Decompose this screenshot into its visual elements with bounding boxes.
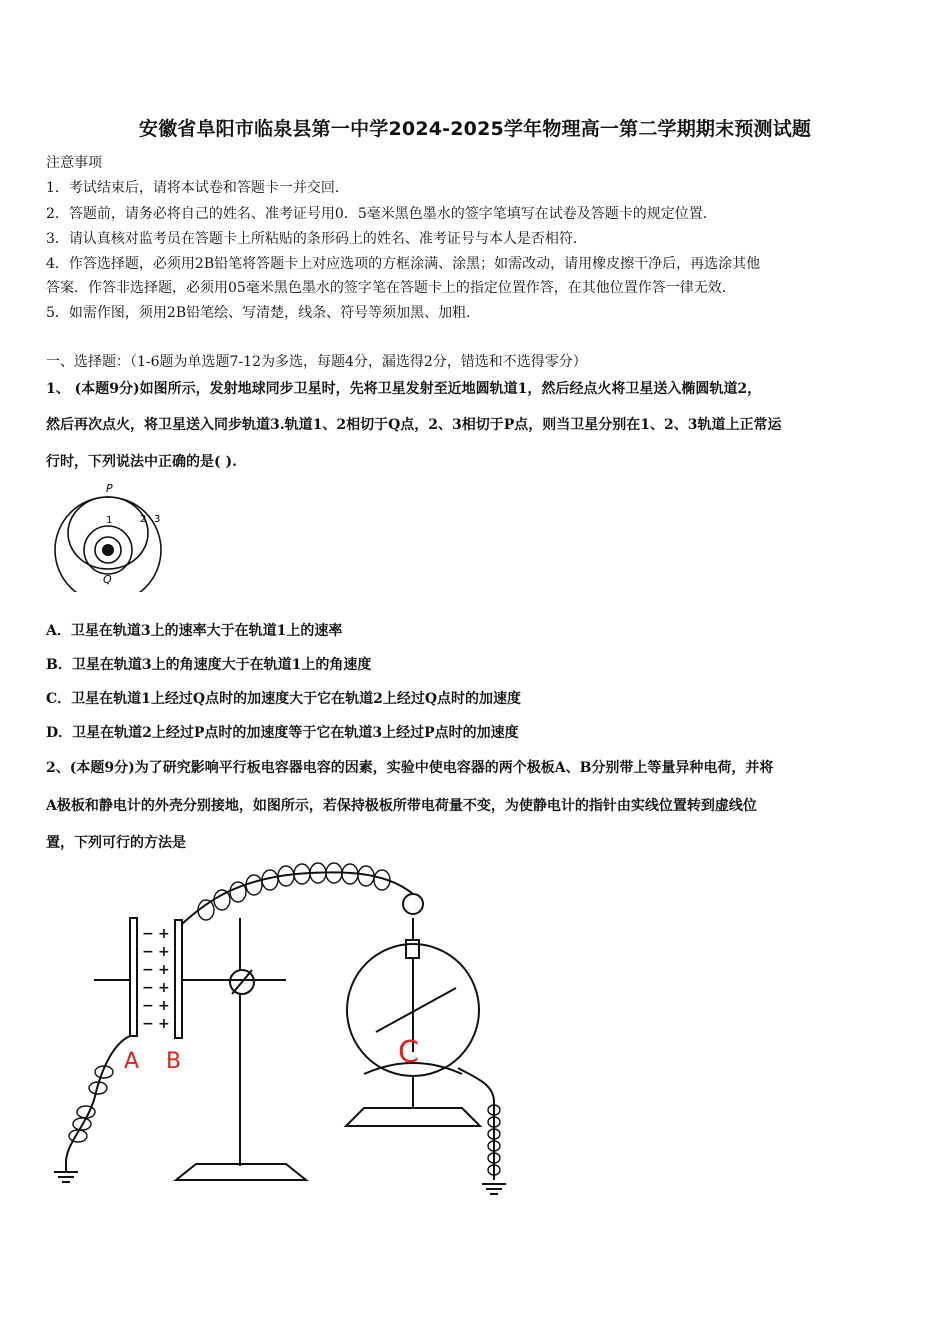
orbit-figure <box>46 480 176 592</box>
charge-minus-2: − <box>142 944 154 960</box>
q2-line-3: 置，下列可行的方法是 <box>46 835 186 851</box>
orbit-2 <box>68 497 148 569</box>
charge-plus-6: + <box>158 1016 170 1032</box>
connecting-wire <box>182 872 413 924</box>
charge-minus-1: − <box>142 926 154 942</box>
electrometer-insulator <box>406 940 419 958</box>
notice-heading: 注意事项 <box>46 155 102 171</box>
orbit-label-1: 1 <box>106 515 113 526</box>
plate-b <box>175 920 182 1038</box>
charge-plus-3: + <box>158 962 170 978</box>
clamp-knob <box>232 970 252 994</box>
charge-plus-2: + <box>158 944 170 960</box>
notice-item-4: 4．作答选择题，必须用2B铅笔将答题卡上对应选项的方框涂满、涂黑；如需改动，请用橡皮擦干净后，再选涂其他 <box>46 256 761 272</box>
label-b: B <box>166 1049 182 1074</box>
q1-option-a[interactable]: A．卫星在轨道3上的速率大于在轨道1上的速率 <box>46 623 343 639</box>
charge-plus-1: + <box>158 926 170 942</box>
q1-line-2: 然后再次点火，将卫星送入同步轨道3.轨道1、2相切于Q点，2、3相切于P点，则当卫星分别在1、2、3轨道上正常运 <box>46 417 782 433</box>
label-c: C <box>398 1035 419 1070</box>
capacitor-figure <box>46 862 526 1207</box>
q1-line-1: 1、 (本题9分)如图所示，发射地球同步卫星时，先将卫星发射至近地圆轨道1，然后经点火将卫星送入椭圆轨道2， <box>46 381 762 397</box>
earth-core <box>102 544 114 556</box>
page-title: 安徽省阜阳市临泉县第一中学2024-2025学年物理高一第二学期期末预测试题 <box>138 118 812 140</box>
orbit-label-3: 3 <box>154 514 161 525</box>
charge-minus-6: − <box>142 1016 154 1032</box>
q1-option-b[interactable]: B．卫星在轨道3上的角速度大于在轨道1上的角速度 <box>46 657 372 673</box>
charge-minus-5: − <box>142 998 154 1014</box>
q2-line-2: A极板和静电计的外壳分别接地，如图所示，若保持极板所带电荷量不变，为使静电计的指针由实线位置转到虚线位 <box>46 798 757 814</box>
ground-wire-a <box>66 1036 130 1162</box>
orbit-label-2: 2 <box>140 514 147 525</box>
point-p: P <box>106 482 113 495</box>
notice-item-2: 2．答题前，请务必将自己的姓名、准考证号用0．5毫米黑色墨水的签字笔填写在试卷及答题卡的规定位置． <box>46 206 717 222</box>
q1-option-d[interactable]: D．卫星在轨道2上经过P点时的加速度等于它在轨道3上经过P点时的加速度 <box>46 725 519 741</box>
q1-line-3: 行时，下列说法中正确的是( ). <box>46 454 237 470</box>
plate-a <box>130 918 137 1036</box>
q2-line-1: 2、(本题9分)为了研究影响平行板电容器电容的因素，实验中使电容器的两个极板A、B分别带上等量异种电荷，并将 <box>46 760 774 776</box>
point-q: Q <box>103 573 112 586</box>
electrometer-knob <box>403 894 423 914</box>
electrometer-base <box>346 1108 480 1126</box>
wire-coils <box>69 863 500 1175</box>
electrometer-needle <box>376 988 456 1032</box>
notice-item-3: 3．请认真核对监考员在答题卡上所粘贴的条形码上的姓名、准考证号与本人是否相符． <box>46 231 587 247</box>
notice-item-4-cont: 答案．作答非选择题，必须用05毫米黑色墨水的签字笔在答题卡上的指定位置作答，在其他位置作答一律无效． <box>46 280 736 296</box>
q1-option-c[interactable]: C．卫星在轨道1上经过Q点时的加速度大于它在轨道2上经过Q点时的加速度 <box>46 691 522 707</box>
charge-minus-3: − <box>142 962 154 978</box>
notice-item-1: 1．考试结束后，请将本试卷和答题卡一并交回． <box>46 180 349 196</box>
section-heading: 一、选择题：（1-6题为单选题7-12为多选，每题4分，漏选得2分，错选和不选得零分） <box>46 354 587 370</box>
notice-item-5: 5．如需作图，须用2B铅笔绘、写清楚，线条、符号等须加黑、加粗． <box>46 305 481 321</box>
label-a: A <box>124 1049 140 1074</box>
charge-plus-5: + <box>158 998 170 1014</box>
charge-plus-4: + <box>158 980 170 996</box>
stand-base <box>176 1164 306 1180</box>
charge-minus-4: − <box>142 980 154 996</box>
